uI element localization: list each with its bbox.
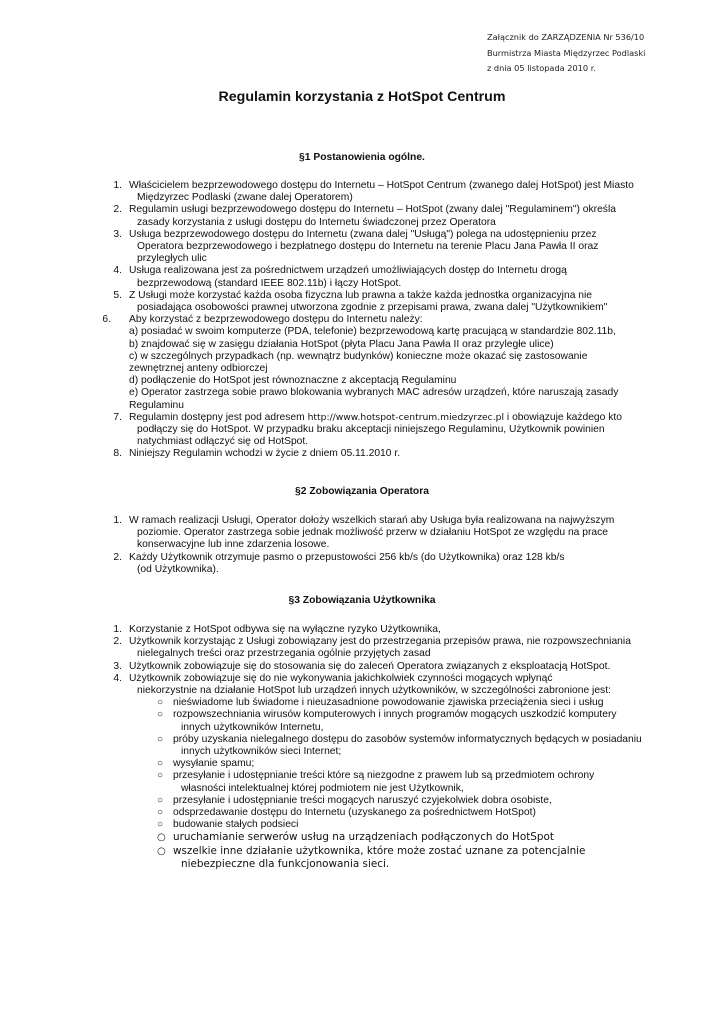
item-number: 1. — [113, 515, 122, 526]
item-text: posiadająca osobowości prawnej utworzona zgodnie z przepisami prawa, zwana dalej "Użytkownikiem" — [137, 302, 608, 314]
sub-item-text: a) posiadać w swoim komputerze (PDA, telefonie) bezprzewodową kartę pracującą w standardzie 802.11b, — [129, 326, 616, 338]
bullet-text: nieświadome lub świadome i nieuzasadnione powodowanie zjawiska przeciążenia sieci i usług — [173, 697, 604, 709]
item-number: 7. — [113, 411, 122, 423]
item-text: Każdy Użytkownik otrzymuje pasmo o przepustowości 256 kb/s (do Użytkownika) oraz 128 kb/s — [129, 551, 565, 563]
item-text: niekorzystnie na działanie HotSpot lub urządzeń innych użytkowników, w szczególności zabronione jest: — [137, 685, 611, 697]
item-text: konserwacyjne lub inne zdarzenia losowe. — [137, 539, 330, 551]
bullet-item — [0, 758, 724, 770]
item-number: 5. — [113, 289, 122, 301]
bullet-text: przesyłanie i udostępnianie treści mogących naruszyć czyjekolwiek dobra osobiste, — [173, 794, 552, 806]
section-3-list — [0, 624, 724, 872]
header-line: Załącznik do ZARZĄDZENIA Nr 536/10 — [487, 32, 645, 42]
bullet-item — [0, 770, 724, 794]
item-number: 3. — [113, 660, 122, 672]
item-text: natychmiast odłączyć się od HotSpot. — [137, 436, 309, 448]
bullet-text: przesyłanie i udostępnianie treści które są niezgodne z prawem lub są przedmiotem ochrony — [173, 770, 595, 782]
list-item — [0, 552, 724, 576]
sub-item-text: b) znajdować się w zasięgu działania HotSpot (płyta Placu Jana Pawła II oraz przyległe ulice) — [129, 338, 554, 350]
item-number: 3. — [113, 228, 122, 240]
bullet-item — [0, 795, 724, 807]
bullet-text: wszelkie inne działanie użytkownika, które może zostać uznane za potencjalnie — [173, 844, 586, 857]
item-text: zasady korzystania z usługi dostępu do Internetu świadczonej przez Operatora — [137, 216, 496, 228]
item-text: Niniejszy Regulamin wchodzi w życie z dniem 05.11.2010 r. — [129, 448, 401, 460]
list-item — [0, 265, 724, 289]
bullet-item — [0, 697, 724, 709]
sub-item-text: d) podłączenie do HotSpot jest równoznaczne z akceptacją Regulaminu — [129, 375, 457, 387]
item-number: 2. — [113, 204, 122, 216]
item-number: 1. — [113, 624, 122, 635]
list-item — [0, 314, 724, 412]
list-item — [0, 515, 724, 552]
circle-bullet-icon: ○ — [157, 697, 164, 709]
item-text-part: i obowiązuje każdego kto — [506, 411, 622, 423]
sub-item-text: Regulaminu — [129, 399, 184, 411]
item-text: Międzyrzec Podlaski (zwane dalej Operatorem) — [137, 192, 353, 204]
list-item — [0, 448, 724, 460]
bullet-item — [0, 734, 724, 758]
item-number: 2. — [113, 636, 122, 648]
circle-bullet-icon: ○ — [157, 819, 164, 831]
item-text: Użytkownik zobowiązuje się do stosowania się do zaleceń Operatora związanych z eksploatacją HotSpot. — [129, 660, 611, 672]
item-text: Właścicielem bezprzewodowego dostępu do Internetu – HotSpot Centrum (zwanego dalej HotSpot) jest Miasto — [129, 180, 634, 191]
item-text: poziomie. Operator zastrzega sobie jednak możliwość przerw w działaniu HotSpot ze względu na prace — [137, 527, 609, 539]
item-text: Z Usługi może korzystać każda osoba fizyczna lub prawna a także każda jednostka organizacyjna nie — [129, 289, 593, 301]
circle-bullet-icon: ○ — [157, 807, 164, 819]
bullet-text: niebezpieczne dla funkcjonowania sieci. — [181, 858, 390, 871]
item-number: 8. — [113, 448, 122, 460]
circle-bullet-icon: ○ — [157, 794, 164, 806]
item-text — [129, 412, 724, 424]
circle-bullet-icon: ○ — [157, 709, 164, 721]
section-3-heading: §3 Zobowiązania Użytkownika — [288, 595, 436, 606]
item-number: 6. — [102, 314, 111, 326]
item-text: Użytkownik korzystając z Usługi zobowiązany jest do przestrzegania przepisów prawa, nie rozpowszechniania — [129, 636, 631, 648]
item-number: 2. — [113, 551, 122, 563]
bullet-item — [0, 807, 724, 819]
item-number: 4. — [113, 672, 122, 684]
circle-bullet-icon: ○ — [157, 845, 166, 857]
item-text: przyległych ulic — [137, 253, 207, 265]
item-text: bezprzewodową (standard IEEE 802.11b) i łączy HotSpot. — [137, 277, 402, 289]
item-text-part: Regulamin dostępny jest pod adresem — [129, 411, 305, 423]
section-1-heading: §1 Postanowienia ogólne. — [299, 152, 425, 163]
item-text: Użytkownik zobowiązuje się do nie wykonywania jakichkolwiek czynności mogących wpłynąć — [129, 672, 553, 684]
item-text: Korzystanie z HotSpot odbywa się na wyłączne ryzyko Użytkownika, — [129, 624, 441, 635]
list-item — [0, 661, 724, 673]
item-number: 1. — [113, 180, 122, 191]
item-text: Regulamin usługi bezprzewodowego dostępu do Internetu – HotSpot (zwany dalej "Regulaminem") określa — [129, 204, 616, 216]
document-title: Regulamin korzystania z HotSpot Centrum — [218, 89, 506, 105]
item-text: (od Użytkownika). — [137, 563, 219, 575]
item-text: Operatora bezprzewodowego i bezpłatnego dostępu do Internetu na terenie Placu Jana Pawła II oraz — [137, 241, 599, 253]
header-line: Burmistrza Miasta Międzyrzec Podlaski — [487, 47, 646, 58]
list-item — [0, 290, 724, 314]
bullet-item — [0, 831, 724, 845]
sub-item-text: e) Operator zastrzega sobie prawo blokowania wybranych MAC adresów urządzeń, które naruszają zasady — [129, 387, 619, 399]
item-text: Usługa realizowana jest za pośrednictwem urządzeń umożliwiających dostęp do Internetu drogą — [129, 265, 567, 277]
item-text: nielegalnych treści oraz przestrzegania ogólnie przyjętych zasad — [137, 648, 431, 660]
list-item — [0, 180, 724, 204]
list-item — [0, 204, 724, 228]
bullet-text: uruchamianie serwerów usług na urządzeniach podłączonych do HotSpot — [173, 831, 554, 844]
attachment-header — [487, 30, 712, 77]
header-line: z dnia 05 listopada 2010 r. — [487, 63, 596, 73]
item-number: 4. — [113, 265, 122, 277]
list-item — [0, 624, 724, 636]
regulation-url[interactable]: http://www.hotspot-centrum.miedzyrzec.pl — [307, 411, 505, 423]
bullet-text: odsprzedawanie dostępu do Internetu (uzyskanego za pośrednictwem HotSpot) — [173, 807, 536, 819]
bullet-text: innych użytkowników sieci Internet; — [181, 746, 342, 758]
item-text: Usługa bezprzewodowego dostępu do Internetu (zwana dalej "Usługą") polega na udostępnieniu przez — [129, 228, 597, 240]
bullet-text: innych użytkowników Internetu, — [181, 721, 324, 733]
bullet-text: budowanie stałych podsieci — [173, 819, 299, 831]
bullet-text: wysyłanie spamu; — [173, 758, 255, 770]
item-text: podłączy się do HotSpot. W przypadku braku akceptacji niniejszego Regulaminu, Użytkownik powinien — [137, 424, 605, 436]
circle-bullet-icon: ○ — [157, 770, 164, 782]
section-1-list — [0, 180, 724, 461]
bullet-text: własności intelektualnej której podmiotem nie jest Użytkownik, — [181, 782, 464, 794]
sub-item-text: zewnętrznej anteny odbiorczej — [129, 363, 268, 375]
sub-item-text: c) w szczególnych przypadkach (np. wewnątrz budynków) konieczne może okazać się zastosowanie — [129, 350, 588, 362]
circle-bullet-icon: ○ — [157, 832, 166, 844]
bullet-text: rozpowszechniania wirusów komputerowych i innych programów mogących uszkodzić komputery — [173, 709, 617, 721]
bullet-item — [0, 709, 724, 733]
bullet-text: próby uzyskania nielegalnego dostępu do zasobów systemów informatycznych będących w posiadaniu — [173, 733, 642, 745]
item-text: Aby korzystać z bezprzewodowego dostępu do Internetu należy: — [129, 314, 423, 326]
list-item — [0, 412, 724, 449]
bullet-item — [0, 819, 724, 831]
section-2-heading: §2 Zobowiązania Operatora — [295, 486, 429, 497]
bullet-item — [0, 845, 724, 872]
list-item — [0, 673, 724, 697]
list-item — [0, 636, 724, 660]
item-text: W ramach realizacji Usługi, Operator dołoży wszelkich starań aby Usługa była realizowana na najwyższym — [129, 515, 615, 526]
list-item — [0, 229, 724, 266]
circle-bullet-icon: ○ — [157, 733, 164, 745]
section-2-list — [0, 515, 724, 576]
circle-bullet-icon: ○ — [157, 758, 164, 770]
